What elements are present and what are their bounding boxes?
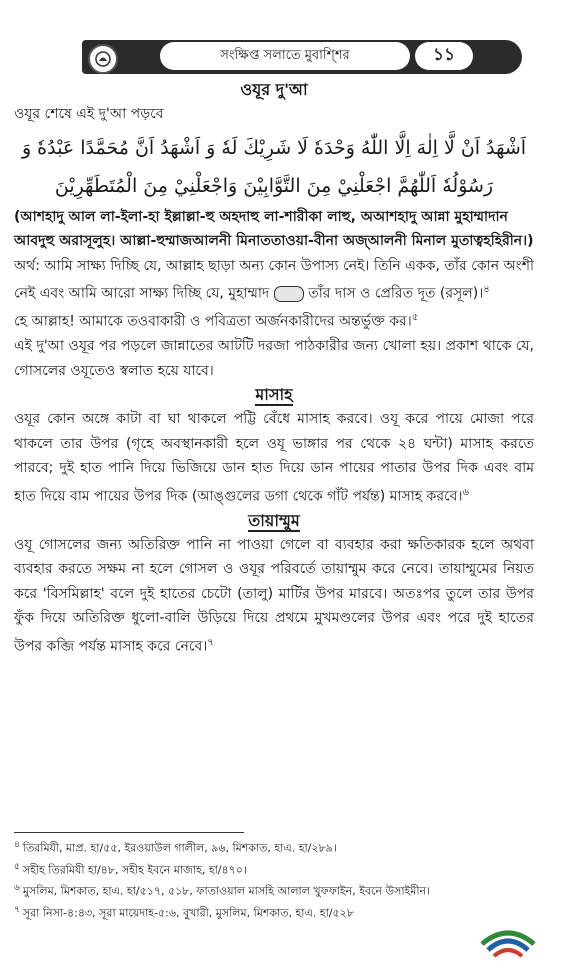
dua-meaning-text: হে আল্লাহ! আমাকে তওবাকারী ও পবিত্রতা অর্জনকারীদের অন্তর্ভুক্ত কর। bbox=[14, 313, 412, 330]
publisher-logo-icon bbox=[478, 918, 538, 964]
section-heading-wudu-dua: ওযূর দু'আ bbox=[240, 80, 308, 99]
publisher-emblem-icon bbox=[88, 44, 118, 74]
tayammum-body-text: ওযূ গোসলের জন্য অতিরিক্ত পানি না পাওয়া গেলে বা ব্যবহার করা ক্ষতিকারক হলে অথবা ব্যবহার করতে সক্ষম না হলে গোসল ও ওযূর পরিবর্তে তায়াম্মুম করে নেবে। তায়াম্মুমের নিয়ত করে 'বিসমিল্লাহ' বলে দুই হাতের চেটো (তালু) মাটির উপর মারবে। অতঃপর তুলে তার উপর ফুঁক দিয়ে অতিরিক্ত ধুলো-বালি উড়িয়ে দিয়ে প্রথমে মুখমণ্ডলের উপর এবং পরে দুই হাতের উপর কব্জি পর্যন্ত মাসাহ করে নেবে। bbox=[14, 536, 534, 655]
masah-body bbox=[14, 407, 534, 509]
footnote-number: ৪ bbox=[14, 840, 20, 850]
footnote-ref: ৬ bbox=[462, 486, 469, 498]
footnote-divider bbox=[14, 832, 244, 833]
footnote-ref: ৫ bbox=[411, 312, 419, 324]
page-content bbox=[14, 78, 534, 659]
footnote-text: সহীহ তিরমিযী হা/৪৮, সহীহ ইবনে মাজাহ, হা/৪৭০। bbox=[22, 863, 247, 877]
salawat-seal-icon bbox=[274, 286, 304, 302]
page-number: ১১ bbox=[415, 42, 473, 70]
arabic-dua-line-2: رَسُوْلُهٗ اَللّٰهُمَّ اجْعَلْنِيْ مِنَ التَّوَّابِيْنَ وَاجْعَلْنِيْ مِنَ الْمُتَطَهِّرِيْنَ bbox=[54, 174, 494, 197]
footnote-text: তিরমিযী, মাপ্র. হা/৫৫, ইরওয়াউল গালীল, ৯৬, মিশকাত, হাএ. হা/২৮৯। bbox=[22, 841, 337, 855]
meaning-part-1: অর্থ: আমি সাক্ষ্য দিচ্ছি যে, আল্লাহ ছাড়া অন্য কোন উপাস্য নেই। তিনি একক, তাঁর কোন অংশী নেই এবং আমি আরো সাক্ষ্য দিচ্ছি যে, মুহাম্মাদ bbox=[14, 257, 534, 302]
footnote-text: মুসলিম, মিশকাত, হাএ. হা/৫১৭, ৫১৮, ফাতাওয়াল মাসহি আলাল খুফফাইন, ইবনে উসাইমীন। bbox=[22, 884, 431, 898]
footnote-text: সূরা নিসা-৪:৪৩, সূরা মায়েদাহ-৫:৬, বুখারী, মুসলিম, মিশকাত, হাএ. হা/৫২৮ bbox=[22, 906, 354, 920]
footnote-number: ৬ bbox=[14, 883, 20, 894]
meaning-paragraph bbox=[14, 254, 534, 307]
arabic-dua-line-1: اَشْهَدُ اَنْ لَّا اِلٰهَ اِلَّا اللّٰهُ وَحْدَهٗ لَا شَرِيْكَ لَهٗ وَ اَشْهَدُ اَنَّ مُحَمَّدًا عَبْدُهٗ وَ bbox=[21, 136, 527, 159]
footnote-item bbox=[14, 858, 524, 880]
footnote-number: ৫ bbox=[14, 861, 20, 872]
dua-meaning bbox=[14, 306, 534, 334]
masah-body-text: ওযূর কোন অঙ্গে কাটা বা ঘা থাকলে পট্টি বেঁধে মাসাহ করবে। ওযূ করে পায়ে মোজা পরে থাকলে তার উপর (গৃহে অবস্থানকারী হলে ওযূ ভাঙ্গার পর থেকে ২৪ ঘন্টা) মাসাহ করতে পারবে; দুই হাত পানি দিয়ে ভিজিয়ে ডান হাত দিয়ে ডান পায়ের পাতার উপর দিক এবং বাম হাত দিয়ে বাম পায়ের উপর দিক (আঙ্গুলের ডগা থেকে গাঁট পর্যন্ত) মাসাহ করবে। bbox=[14, 411, 534, 505]
masah-heading-text: মাসাহ bbox=[255, 385, 293, 405]
footnote-item bbox=[14, 901, 524, 923]
tayammum-heading-text: তায়াম্মুম bbox=[248, 510, 300, 530]
transliteration: (আশহাদু আল লা-ইলা-হা ইল্লাল্লা-হু অহদাহু লা-শারীকা লাহু, অআশহাদু আন্না মুহাম্মাদান আবদুহু অরাসূলুহ। আল্লা-হুম্মাজআলনী মিনাততাওয়া-বীনা অজ্আলনী মিনাল মুতাত্বহহিরীন।) bbox=[14, 208, 534, 249]
intro-text: ওযূর শেষে এই দু'আ পড়বে bbox=[14, 106, 164, 122]
section-heading-tayammum bbox=[14, 509, 534, 533]
footnotes bbox=[14, 836, 524, 923]
section-heading-masah bbox=[14, 383, 534, 407]
footnote-item bbox=[14, 879, 524, 901]
closing-text: এই দু'আ ওযূর পর পড়লে জান্নাতের আটটি দরজা পাঠকারীর জন্য খোলা হয়। প্রকাশ থাকে যে, গোসলের ওযূতেও স্বলাত হয়ে যাবে। bbox=[14, 338, 534, 379]
footnote-ref: ৪ bbox=[483, 284, 490, 295]
footnote-ref: ৭ bbox=[207, 636, 214, 648]
footnote-item bbox=[14, 836, 524, 858]
footnote-number: ৭ bbox=[14, 904, 20, 915]
tayammum-body bbox=[14, 533, 534, 659]
running-header-title: সংক্ষিপ্ত সলাতে মুবাশ্শির bbox=[160, 42, 410, 70]
meaning-part-2: তাঁর দাস ও প্রেরিত দূত (রসূল)। bbox=[308, 285, 484, 302]
